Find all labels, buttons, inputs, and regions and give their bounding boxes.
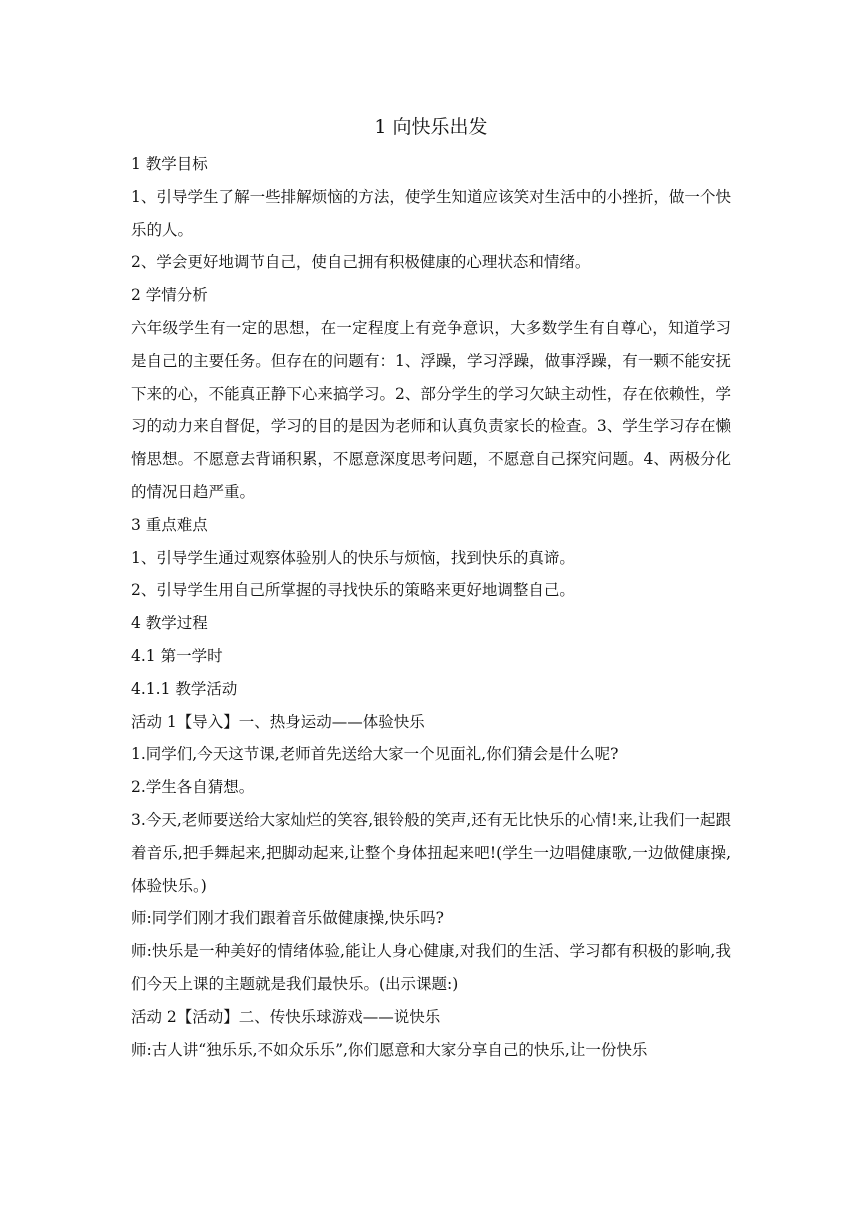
- key-point-1: 1、引导学生通过观察体验别人的快乐与烦恼，找到快乐的真谛。: [131, 548, 575, 567]
- activity-1-heading: 活动 1【导入】一、热身运动——体验快乐: [131, 712, 425, 731]
- section-heading-objectives: 1 教学目标: [131, 155, 208, 173]
- activity-1-step-2: 2.学生各自猜想。: [131, 778, 255, 797]
- section-heading-process: 4 教学过程: [131, 614, 208, 633]
- document-title: 1 向快乐出发: [374, 116, 488, 138]
- analysis-paragraph: 六年级学生有一定的思想，在一定程度上有竞争意识，大多数学生有自尊心，知道学习是自己的主要任务。但存在的问题有：1、浮躁，学习浮躁，做事浮躁，有一颗不能安抚下来的心，不能真正静下心来搞学习。2、部分学生的学习欠缺主动性，存在依赖性，学习的动力来自督促，学习的目的是因为老师和认真负责家长的检查。3、学生学习存在懒惰思想。不愿意去背诵积累，不愿意深度思考问题，不愿意自己探究问题。4、两极分化的情况日趋严重。: [131, 318, 731, 501]
- section-heading-analysis: 2 学情分析: [131, 286, 208, 305]
- subsection-heading-first-lesson: 4.1 第一学时: [131, 646, 223, 665]
- subsection-heading-activities: 4.1.1 教学活动: [131, 679, 238, 698]
- activity-1-step-3: 3.今天,老师要送给大家灿烂的笑容,银铃般的笑声,还有无比快乐的心情!来,让我们一起跟着音乐,把手舞起来,把脚动起来,让整个身体扭起来吧!(学生一边唱健康歌,一边做健康操,体验快乐。): [131, 810, 731, 895]
- section-heading-key-points: 3 重点难点: [131, 515, 208, 534]
- objective-1: 1、引导学生了解一些排解烦恼的方法，使学生知道应该笑对生活中的小挫折，做一个快乐的人。: [131, 187, 731, 239]
- key-point-2: 2、引导学生用自己所掌握的寻找快乐的策略来更好地调整自己。: [131, 581, 575, 600]
- document-page: [131, 112, 731, 1066]
- teacher-line-1: 师:同学们刚才我们跟着音乐做健康操,快乐吗?: [131, 909, 444, 928]
- teacher-line-3: 师:古人讲“独乐乐,不如众乐乐”,你们愿意和大家分享自己的快乐,让一份快乐: [131, 1040, 648, 1059]
- activity-2-heading: 活动 2【活动】二、传快乐球游戏——说快乐: [131, 1007, 441, 1026]
- teacher-line-2: 师:快乐是一种美好的情绪体验,能让人身心健康,对我们的生活、学习都有积极的影响,我们今天上课的主题就是我们最快乐。(出示课题:): [131, 942, 731, 993]
- activity-1-step-1: 1.同学们,今天这节课,老师首先送给大家一个见面礼,你们猜会是什么呢?: [131, 745, 619, 764]
- objective-2: 2、学会更好地调节自己，使自己拥有积极健康的心理状态和情绪。: [131, 253, 591, 272]
